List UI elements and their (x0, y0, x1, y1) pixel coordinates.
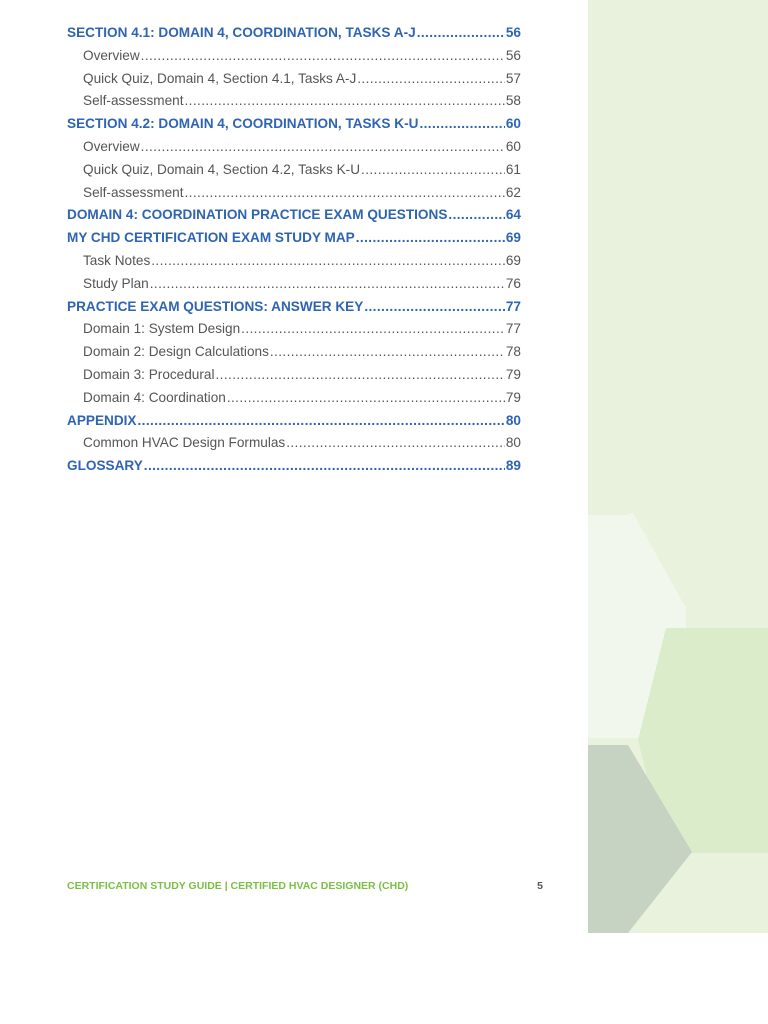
toc-page-number: 58 (505, 93, 521, 109)
toc-page-number: 69 (505, 230, 521, 246)
toc-entry-label: Quick Quiz, Domain 4, Section 4.2, Tasks K-U (83, 161, 361, 177)
toc-subentry[interactable] (67, 273, 521, 296)
toc-page-number: 80 (505, 412, 521, 428)
toc-dot-leader (215, 364, 504, 387)
toc-page-number: 79 (505, 366, 521, 382)
table-of-contents (67, 22, 521, 478)
toc-dot-leader (138, 410, 505, 433)
toc-heading-entry[interactable] (67, 227, 521, 250)
toc-dot-leader (141, 45, 505, 68)
toc-dot-leader (419, 113, 504, 136)
toc-dot-leader (361, 159, 505, 182)
toc-page-number: 56 (505, 25, 521, 40)
hexagon-pattern-icon (588, 0, 768, 933)
toc-dot-leader (150, 273, 505, 296)
toc-heading-entry[interactable] (67, 204, 521, 227)
toc-heading-entry[interactable] (67, 22, 521, 45)
toc-dot-leader (270, 341, 505, 364)
toc-page-number: 77 (505, 321, 521, 337)
toc-dot-leader (286, 432, 505, 455)
toc-page-number: 78 (505, 344, 521, 360)
toc-entry-label: SECTION 4.2: DOMAIN 4, COORDINATION, TASKS K-U (67, 116, 419, 132)
toc-page-number: 69 (505, 252, 521, 268)
toc-page-number: 64 (505, 207, 521, 223)
toc-subentry[interactable] (67, 250, 521, 273)
toc-entry-label: Domain 2: Design Calculations (83, 344, 269, 360)
toc-entry-label: Common HVAC Design Formulas (83, 435, 286, 451)
toc-dot-leader (417, 22, 505, 45)
toc-heading-entry[interactable] (67, 410, 521, 433)
toc-page-number: 80 (505, 435, 521, 451)
toc-subentry[interactable] (67, 387, 521, 410)
toc-page-number: 77 (505, 298, 521, 314)
decorative-sidebar (588, 0, 768, 933)
toc-entry-label: Domain 1: System Design (83, 321, 241, 337)
toc-heading-entry[interactable] (67, 455, 521, 478)
toc-dot-leader (357, 68, 505, 91)
toc-dot-leader (184, 90, 504, 113)
toc-entry-label: Task Notes (83, 252, 151, 268)
toc-subentry[interactable] (67, 136, 521, 159)
toc-page-number: 56 (505, 47, 521, 63)
toc-dot-leader (144, 455, 505, 478)
toc-entry-label: SECTION 4.1: DOMAIN 4, COORDINATION, TASKS A-J (67, 25, 416, 40)
toc-entry-label: Self-assessment (83, 184, 184, 200)
page-footer (67, 880, 543, 892)
toc-entry-label: GLOSSARY (67, 458, 143, 474)
toc-entry-label: Overview (83, 138, 140, 154)
toc-dot-leader (184, 182, 504, 205)
toc-subentry[interactable] (67, 341, 521, 364)
toc-entry-label: Overview (83, 47, 140, 63)
toc-page-number: 76 (505, 275, 521, 291)
toc-subentry[interactable] (67, 364, 521, 387)
toc-subentry[interactable] (67, 432, 521, 455)
toc-dot-leader (141, 136, 505, 159)
toc-dot-leader (448, 204, 504, 227)
toc-subentry[interactable] (67, 159, 521, 182)
toc-subentry[interactable] (67, 90, 521, 113)
toc-page-number: 60 (505, 138, 521, 154)
toc-dot-leader (227, 387, 505, 410)
toc-page-number: 79 (505, 389, 521, 405)
toc-dot-leader (241, 318, 505, 341)
toc-entry-label: PRACTICE EXAM QUESTIONS: ANSWER KEY (67, 298, 364, 314)
footer-title: CERTIFICATION STUDY GUIDE | CERTIFIED HVAC DESIGNER (CHD) (67, 880, 409, 892)
toc-entry-label: Quick Quiz, Domain 4, Section 4.1, Tasks A-J (83, 70, 357, 86)
toc-subentry[interactable] (67, 68, 521, 91)
toc-page-number: 60 (505, 116, 521, 132)
toc-entry-label: Study Plan (83, 275, 149, 291)
toc-entry-label: APPENDIX (67, 412, 137, 428)
toc-subentry[interactable] (67, 318, 521, 341)
toc-subentry[interactable] (67, 45, 521, 68)
toc-heading-entry[interactable] (67, 113, 521, 136)
toc-page-number: 57 (505, 70, 521, 86)
toc-entry-label: Domain 4: Coordination (83, 389, 226, 405)
toc-entry-label: Domain 3: Procedural (83, 366, 215, 382)
toc-page-number: 89 (505, 458, 521, 474)
toc-dot-leader (364, 296, 505, 319)
toc-dot-leader (151, 250, 505, 273)
toc-entry-label: MY CHD CERTIFICATION EXAM STUDY MAP (67, 230, 355, 246)
toc-entry-label: Self-assessment (83, 93, 184, 109)
toc-dot-leader (356, 227, 505, 250)
footer-page-number: 5 (537, 880, 543, 892)
toc-heading-entry[interactable] (67, 296, 521, 319)
toc-subentry[interactable] (67, 182, 521, 205)
toc-entry-label: DOMAIN 4: COORDINATION PRACTICE EXAM QUESTIONS (67, 207, 448, 223)
toc-page-number: 61 (505, 161, 521, 177)
toc-page-number: 62 (505, 184, 521, 200)
